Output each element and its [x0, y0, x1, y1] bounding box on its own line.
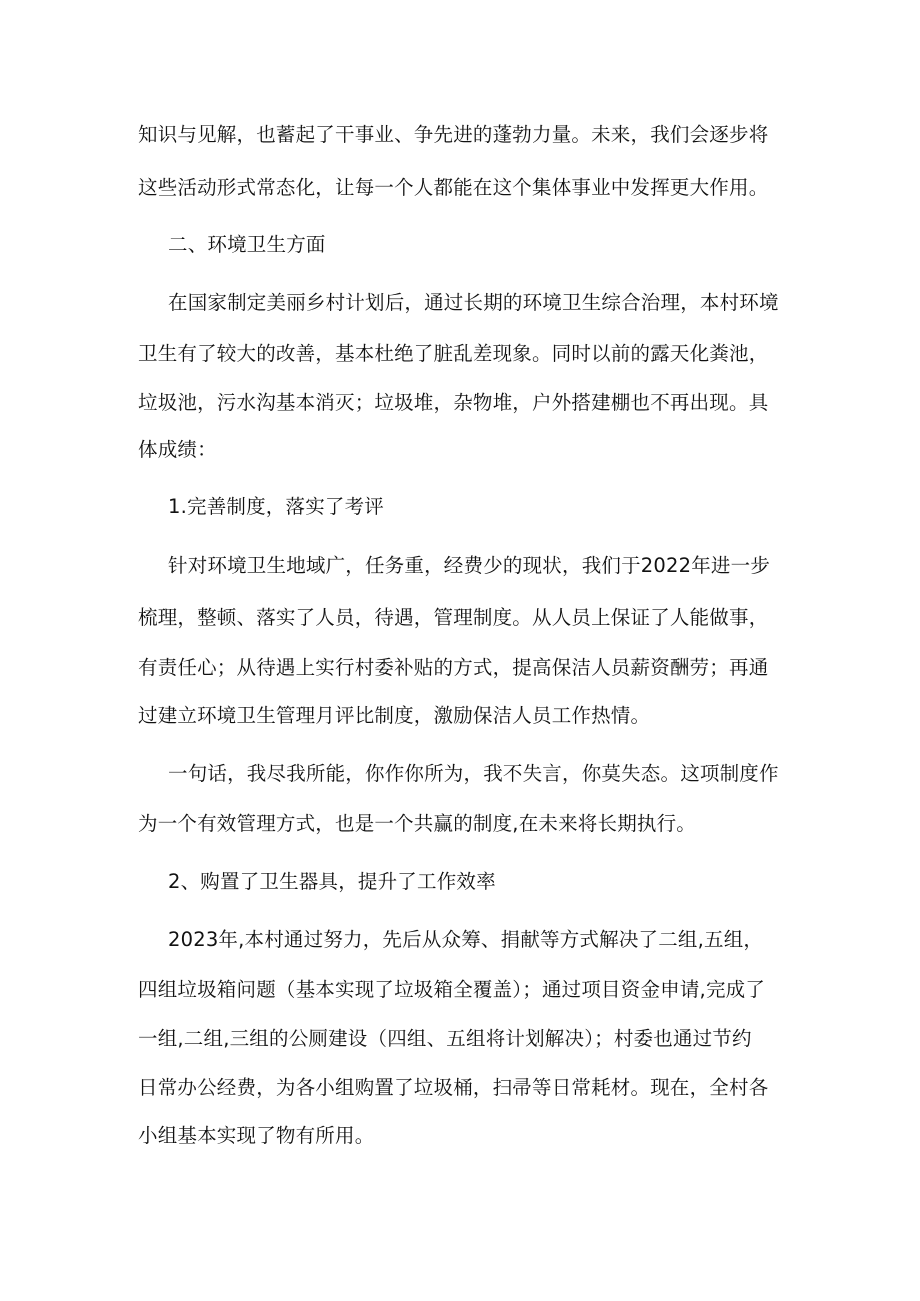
- subsection-heading: 2、购置了卫生器具，提升了工作效率: [168, 870, 496, 893]
- paragraph-line: 2023年,本村通过努力，先后从众筹、捐献等方式解决了二组,五组，: [168, 928, 764, 951]
- subsection-heading: 1.完善制度，落实了考评: [168, 495, 385, 518]
- paragraph-line: 日常办公经费，为各小组购置了垃圾桶，扫帚等日常耗材。现在，全村各: [138, 1076, 769, 1099]
- paragraph-line: 过建立环境卫生管理月评比制度，激励保洁人员工作热情。: [138, 704, 651, 727]
- paragraph-line: 四组垃圾箱问题（基本实现了垃圾箱全覆盖）；通过项目资金申请,完成了: [138, 978, 766, 1001]
- section-heading: 二、环境卫生方面: [168, 233, 326, 256]
- paragraph-line: 小组基本实现了物有所用。: [138, 1124, 375, 1147]
- paragraph-line: 垃圾池，污水沟基本消灭；垃圾堆，杂物堆，户外搭建棚也不再出现。具: [138, 391, 769, 414]
- paragraph-line: 为一个有效管理方式，也是一个共赢的制度,在未来将长期执行。: [138, 812, 696, 835]
- paragraph-line: 有责任心；从待遇上实行村委补贴的方式，提高保洁人员薪资酬劳；再通: [138, 656, 769, 679]
- paragraph-line: 一句话，我尽我所能，你作你所为，我不失言，你莫失态。这项制度作: [168, 762, 779, 785]
- paragraph-line: 卫生有了较大的改善，基本杜绝了脏乱差现象。同时以前的露天化粪池，: [138, 342, 769, 365]
- paragraph-line: 这些活动形式常态化，让每一个人都能在这个集体事业中发挥更大作用。: [138, 176, 769, 199]
- paragraph-line: 在国家制定美丽乡村计划后，通过长期的环境卫生综合治理，本村环境: [168, 291, 779, 314]
- paragraph-line: 知识与见解，也蓄起了干事业、争先进的蓬勃力量。未来，我们会逐步将: [138, 123, 769, 146]
- paragraph-line: 针对环境卫生地域广，任务重，经费少的现状，我们于2022年进一步: [168, 554, 771, 577]
- paragraph-line: 体成绩：: [138, 438, 217, 461]
- paragraph-line: 一组,二组,三组的公厕建设（四组、五组将计划解决）；村委也通过节约: [138, 1027, 752, 1050]
- paragraph-line: 梳理，整顿、落实了人员，待遇，管理制度。从人员上保证了人能做事，: [138, 606, 769, 629]
